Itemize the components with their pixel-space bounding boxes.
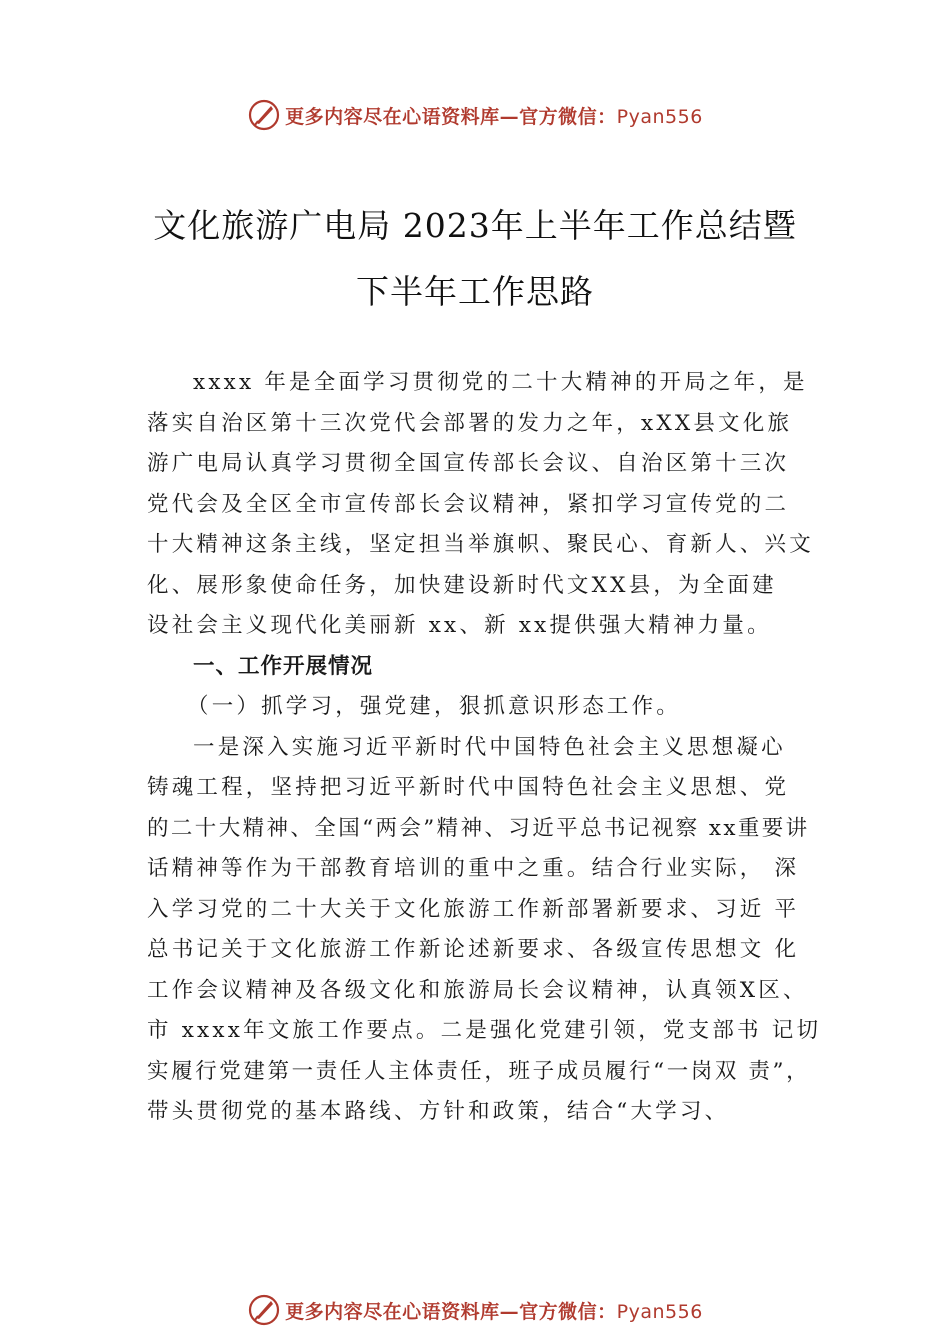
document-title-line2: 下半年工作思路 bbox=[356, 272, 594, 311]
document-title-line1: 文化旅游广电局 2023年上半年工作总结暨 bbox=[153, 206, 797, 245]
paragraph-line: xxxx 年是全面学习贯彻党的二十大精神的开局之年，是 bbox=[193, 370, 808, 395]
paragraph-line: 铸魂工程，坚持把习近平新时代中国特色社会主义思想、党 bbox=[147, 775, 790, 800]
footer-banner bbox=[0, 1290, 950, 1330]
paragraph-line: 设社会主义现代化美丽新 xx、新 xx提供强大精神力量。 bbox=[147, 613, 772, 638]
header-banner bbox=[0, 95, 950, 135]
section-heading: 一、工作开展情况 bbox=[193, 653, 374, 679]
quill-logo-icon bbox=[247, 98, 281, 132]
paragraph-line: 市 xxxx年文旅工作要点。二是强化党建引领，党支部书 记切 bbox=[147, 1018, 822, 1043]
paragraph-line: 话精神等作为干部教育培训的重中之重。结合行业实际， 深 bbox=[147, 856, 800, 881]
paragraph-line: 一是深入实施习近平新时代中国特色社会主义思想凝心 bbox=[193, 734, 786, 760]
paragraph-line: 总书记关于文化旅游工作新论述新要求、各级宣传思想文 化 bbox=[147, 937, 800, 962]
paragraph-line: 十大精神这条主线，坚定担当举旗帜、聚民心、育新人、兴文 bbox=[147, 532, 814, 557]
banner-text: 更多内容尽在心语资料库—官方微信：Pyan556 bbox=[285, 1300, 703, 1323]
quill-logo-icon bbox=[247, 1293, 281, 1327]
paragraph-line: 党代会及全区全市宣传部长会议精神，紧扣学习宣传党的二 bbox=[147, 491, 790, 517]
document-body bbox=[147, 363, 837, 1133]
banner-handle: Pyan556 bbox=[616, 105, 703, 128]
paragraph-line: 带头贯彻党的基本路线、方针和政策，结合“大学习、 bbox=[147, 1099, 730, 1124]
paragraph-line: 的二十大精神、全国“两会”精神、习近平总书记视察 xx重要讲 bbox=[147, 815, 810, 841]
subsection-heading: （一）抓学习，强党建，狠抓意识形态工作。 bbox=[187, 694, 682, 719]
paragraph-line: 化、展形象使命任务，加快建设新时代文XX县，为全面建 bbox=[147, 572, 777, 598]
paragraph-line: 入学习党的二十大关于文化旅游工作新部署新要求、习近 平 bbox=[147, 896, 800, 922]
paragraph-line: 实履行党建第一责任人主体责任，班子成员履行“一岗双 责”， bbox=[147, 1058, 811, 1084]
paragraph-line: 工作会议精神及各级文化和旅游局长会议精神，认真领X区、 bbox=[147, 977, 808, 1003]
paragraph-line: 游广电局认真学习贯彻全国宣传部长会议、自治区第十三次 bbox=[147, 451, 790, 476]
banner-handle: Pyan556 bbox=[616, 1300, 703, 1323]
banner-text: 更多内容尽在心语资料库—官方微信：Pyan556 bbox=[285, 105, 703, 128]
paragraph-line: 落实自治区第十三次党代会部署的发力之年，xXX县文化旅 bbox=[147, 410, 793, 436]
